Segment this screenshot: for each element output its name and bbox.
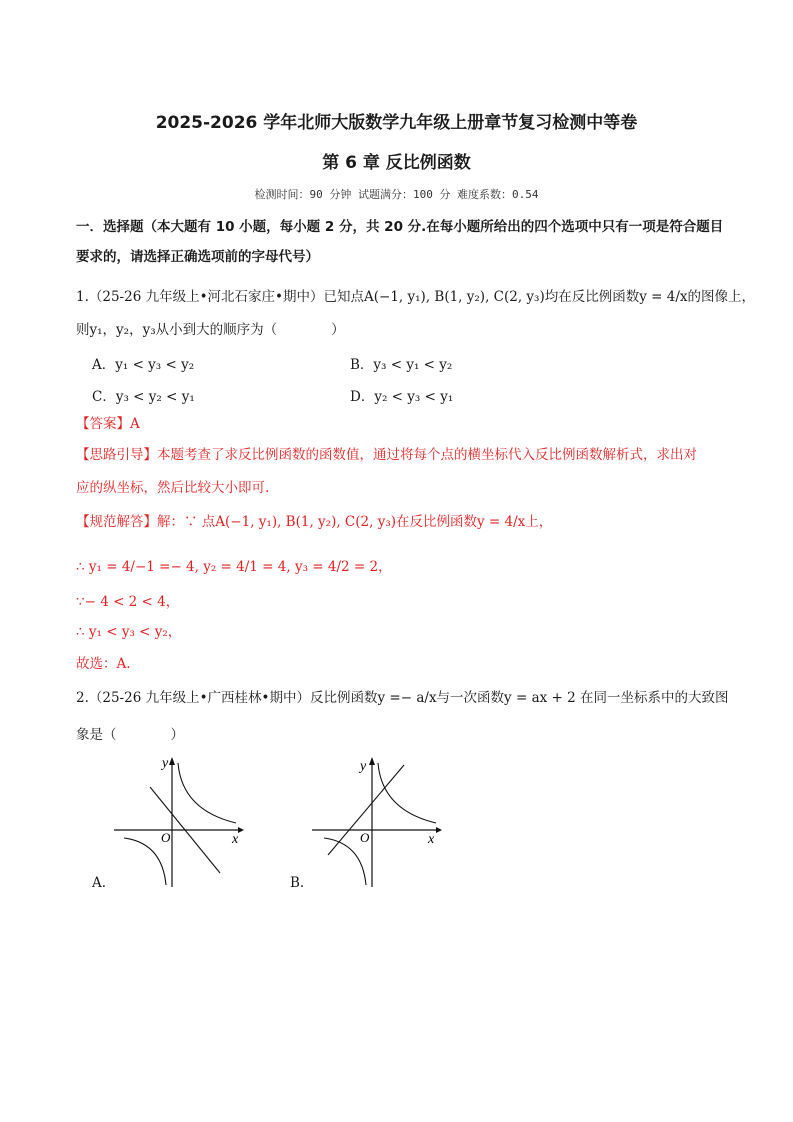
x-axis-label: x [232, 832, 239, 847]
q1-hint-line-2: 应的纵坐标，然后比较大小即可. [76, 480, 270, 496]
q1-stem-line-1: 1.（25-26 九年级上•河北石家庄•期中）已知点A(−1, y₁), B(1, y₂), C(2, y₃)均在反比例函数y = 4/x的图像上， [76, 289, 755, 305]
q1-answer: 【答案】A [76, 416, 140, 432]
page-title: 2025-2026 学年北师大版数学九年级上册章节复习检测中等卷 [155, 113, 638, 133]
q2-option-a: A. [92, 875, 107, 891]
x-axis-arrow-icon [436, 827, 442, 833]
y-axis-arrow-icon [169, 757, 175, 765]
q1-solution-line-1: 【规范解答】解：∵ 点A(−1, y₁), B(1, y₂), C(2, y₃)在反比例函数y = 4/x上， [76, 514, 553, 530]
q1-option-b: B．y₃ < y₁ < y₂ [350, 357, 453, 373]
section-heading-line-1: 一．选择题（本大题有 10 小题，每小题 2 分，共 20 分.在每小题所给出的四个选项中只有一项是符合题目 [76, 219, 724, 235]
q2-graph-b [308, 755, 448, 890]
q2-option-b: B. [290, 875, 305, 891]
hyperbola-branch-q3 [324, 838, 366, 885]
q2-stem-line-2: 象是（ ） [76, 727, 184, 743]
q2-stem-line-1: 2.（25-26 九年级上•广西桂林•期中）反比例函数y =− a/x与一次函数y = ax + 2 在同一坐标系中的大致图 [76, 690, 729, 706]
section-heading-line-2: 要求的，请选择正确选项前的字母代号） [76, 249, 319, 265]
chapter-title: 第 6 章 反比例函数 [322, 153, 471, 173]
q1-solution-line-5: 故选：A. [76, 656, 131, 672]
x-axis-arrow-icon [238, 827, 244, 833]
q1-option-a: A．y₁ < y₃ < y₂ [92, 357, 195, 373]
q1-stem-line-2: 则y₁，y₂，y₃从小到大的顺序为（ ） [76, 322, 345, 338]
q1-option-d: D．y₂ < y₃ < y₁ [350, 389, 454, 405]
y-axis-arrow-icon [369, 757, 375, 765]
hyperbola-branch-q1 [178, 763, 236, 823]
y-axis-label: y [162, 756, 169, 771]
q2-graph-a [108, 755, 248, 890]
origin-label: O [360, 830, 370, 845]
exam-info: 检测时间：90 分钟 试题满分：100 分 难度系数：0.54 [254, 188, 539, 201]
q1-hint-line-1: 【思路引导】本题考查了求反比例函数的函数值，通过将每个点的横坐标代入反比例函数解析式，求出对 [76, 447, 697, 463]
y-axis-label: y [360, 759, 367, 774]
q1-solution-line-4: ∴ y₁ < y₃ < y₂， [76, 624, 182, 640]
origin-label: O [161, 830, 171, 845]
hyperbola-branch-q3 [124, 838, 166, 885]
x-axis-label: x [428, 832, 435, 847]
hyperbola-branch-q1 [378, 763, 436, 823]
q1-solution-line-2: ∴ y₁ = 4/−1 =− 4, y₂ = 4/1 = 4, y₃ = 4/2 = 2， [76, 559, 392, 575]
q1-solution-line-3: ∵− 4 < 2 < 4， [76, 594, 180, 610]
q1-option-c: C．y₃ < y₂ < y₁ [92, 389, 195, 405]
